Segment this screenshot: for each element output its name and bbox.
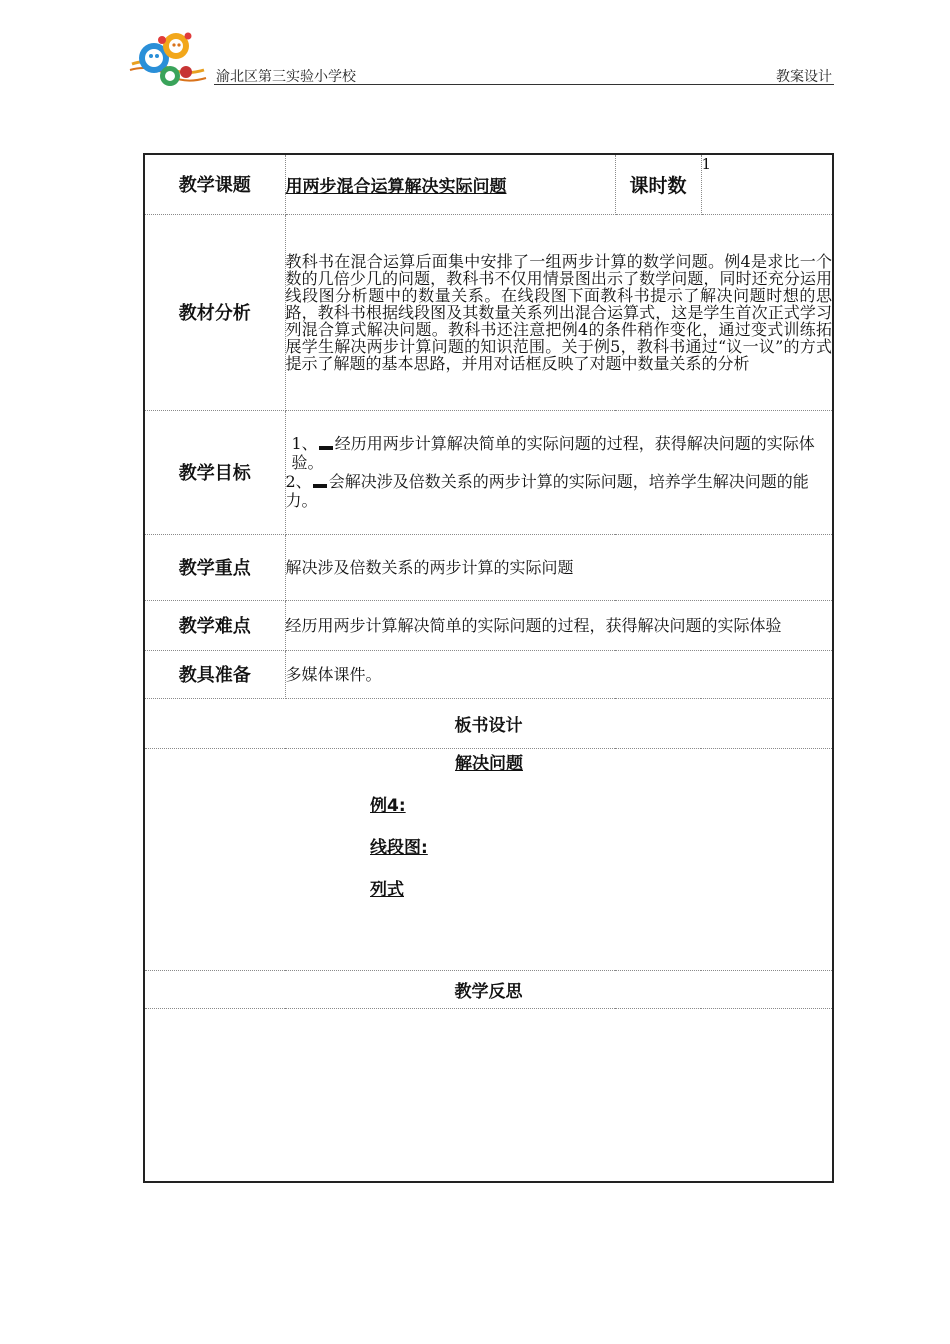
board-heading-row <box>144 698 833 748</box>
board-item-line-diagram: 线段图: <box>370 837 428 858</box>
board-design-content <box>144 748 833 970</box>
analysis-label: 教材分析 <box>144 214 285 410</box>
board-item-equation: 列式 <box>370 879 404 900</box>
analysis-value: 教科书在混合运算后面集中安排了一组两步计算的数学问题。例4是求比一个数的几倍少几的问题，教科书不仅用情景图出示了数学问题，同时还充分运用线段图分析题中的数量关系。在线段图下面教科书提示了解决问题时想的思路，教科书根据线段图及其数量关系列出混合运算式，这是学生首次正式学习列混合算式解决问题。教科书还注意把例4的条件稍作变化，通过变式训练拓展学生解决两步计算问题的知识范围。关于例5，教科书通过“议一议”的方式提示了解题的基本思路，并用对话框反映了对题中数量关系的分析 <box>285 214 833 410</box>
topic-label: 教学课题 <box>144 154 285 214</box>
school-name: 渝北区第三实验小学校 <box>216 69 356 85</box>
difficulty-row <box>144 600 833 650</box>
school-logo-icon <box>128 18 208 96</box>
lesson-plan-table <box>143 153 834 1183</box>
reflection-heading-row <box>144 970 833 1008</box>
objectives-row <box>144 410 833 534</box>
underscore-mark-icon <box>313 484 327 488</box>
document-type: 教案设计 <box>776 69 832 85</box>
class-hours-label: 课时数 <box>615 154 701 214</box>
class-hours-value: 1 <box>701 154 833 214</box>
difficulty-value: 经历用两步计算解决简单的实际问题的过程，获得解决问题的实际体验 <box>285 600 833 650</box>
objective-number: 2、 <box>285 472 312 491</box>
topic-row <box>144 154 833 214</box>
objective-text: 会解决涉及倍数关系的两步计算的实际问题，培养学生解决问题的能力。 <box>285 472 809 510</box>
objectives-value <box>285 410 833 534</box>
key-point-row <box>144 534 833 600</box>
topic-value: 用两步混合运算解决实际问题 <box>285 154 615 214</box>
analysis-row <box>144 214 833 410</box>
board-design-heading: 板书设计 <box>144 698 833 748</box>
tools-label: 教具准备 <box>144 650 285 698</box>
objectives-label: 教学目标 <box>144 410 285 534</box>
reflection-content-row <box>144 1008 833 1182</box>
board-item-example: 例4: <box>370 795 406 816</box>
reflection-heading: 教学反思 <box>144 970 833 1008</box>
objective-number: 1、 <box>291 434 318 453</box>
header-rule <box>214 84 834 85</box>
page-header <box>128 18 834 98</box>
key-point-label: 教学重点 <box>144 534 285 600</box>
underscore-mark-icon <box>319 446 333 450</box>
objective-item <box>286 472 833 510</box>
reflection-content <box>144 1008 833 1182</box>
difficulty-label: 教学难点 <box>144 600 285 650</box>
board-content-row <box>144 748 833 970</box>
tools-row <box>144 650 833 698</box>
objective-text: 经历用两步计算解决简单的实际问题的过程，获得解决问题的实际体验。 <box>291 434 815 472</box>
board-title: 解决问题 <box>455 753 523 774</box>
key-point-value: 解决涉及倍数关系的两步计算的实际问题 <box>285 534 833 600</box>
objective-item <box>286 434 833 472</box>
tools-value: 多媒体课件。 <box>285 650 833 698</box>
